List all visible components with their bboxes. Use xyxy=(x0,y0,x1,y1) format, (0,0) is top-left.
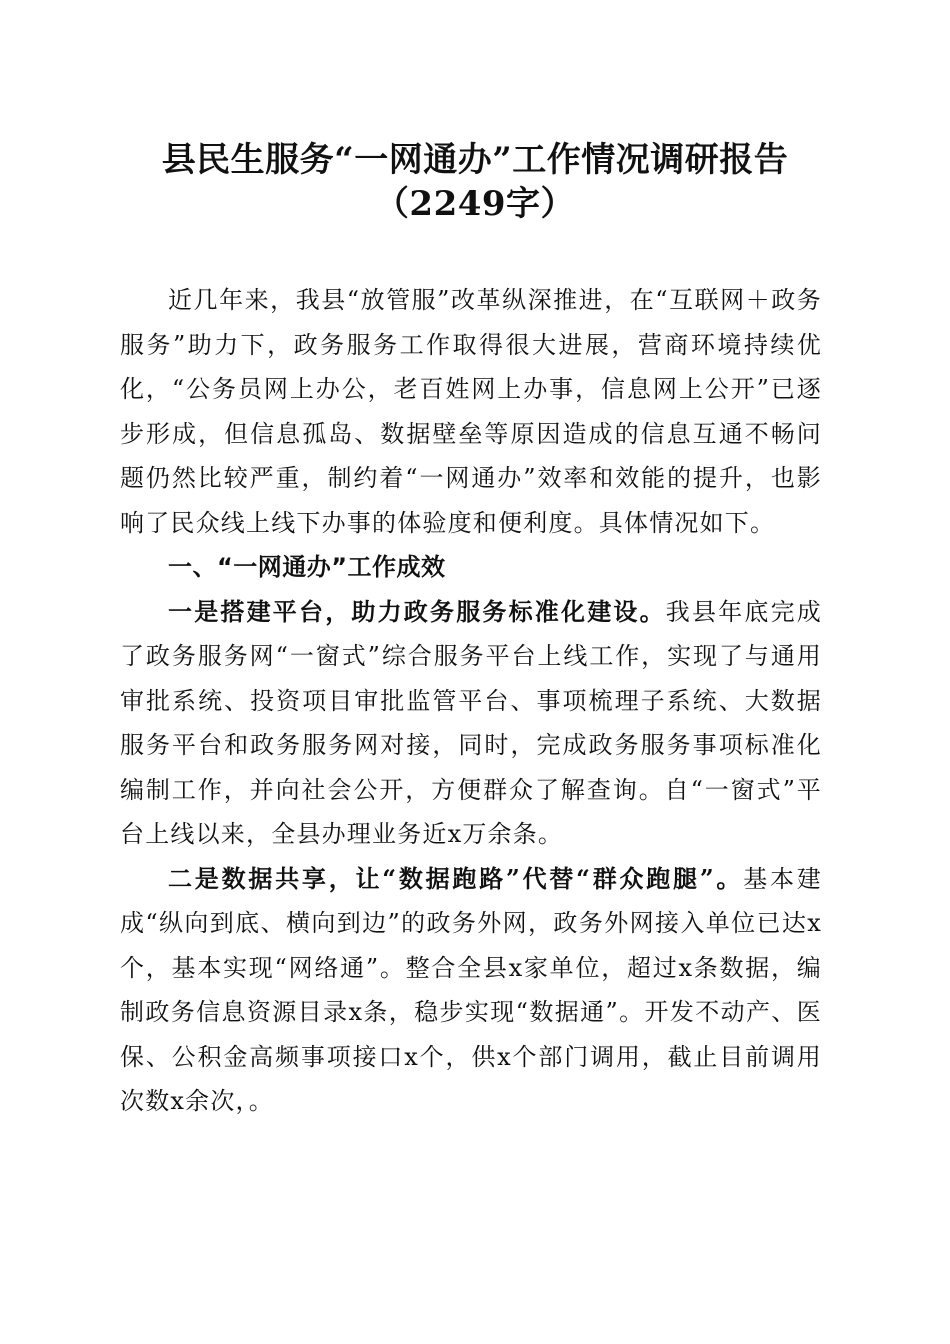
document-title xyxy=(60,138,890,226)
section-heading-achievements: 一、“一网通办”工作成效 xyxy=(168,553,446,581)
achievement-2-lead: 二是数据共享，让“数据跑路”代替“群众跑腿”。 xyxy=(168,863,744,893)
achievement-1-lead: 一是搭建平台，助力政务服务标准化建设。 xyxy=(168,596,666,626)
achievement-2-body: 基本建成“纵向到底、横向到边”的政务外网，政务外网接入单位已达x个，基本实现“网络通”。整合全县x家单位，超过x条数据，编制政务信息资源目录x条，稳步实现“数据通”。开发不动产、医保、公积金高频事项接口x个，供x个部门调用，截止目前调用次数x余次，。 xyxy=(120,864,822,1115)
title-main: 县民生服务“一网通办”工作情况调研报告 xyxy=(161,140,789,180)
document-body xyxy=(120,278,822,1124)
achievement-paragraph-1 xyxy=(120,590,822,857)
achievement-1-body: 我县年底完成了政务服务网“一窗式”综合服务平台上线工作，实现了与通用审批系统、投资项目审批监管平台、事项梳理子系统、大数据服务平台和政务服务网对接，同时，完成政务服务事项标准化编制工作，并向社会公开，方便群众了解查询。自“一窗式”平台上线以来，全县办理业务近x万余条。 xyxy=(120,597,822,848)
achievement-paragraph-2 xyxy=(120,857,822,1124)
intro-paragraph: 近几年来，我县“放管服”改革纵深推进，在“互联网＋政务服务”助力下，政务服务工作取得很大进展，营商环境持续优化，“公务员网上办公，老百姓网上办事，信息网上公开”已逐步形成，但信息孤岛、数据壁垒等原因造成的信息互通不畅问题仍然比较严重，制约着“一网通办”效率和效能的提升，也影响了民众线上线下办事的体验度和便利度。具体情况如下。 xyxy=(120,286,822,537)
title-word-count: （2249字） xyxy=(374,184,576,224)
